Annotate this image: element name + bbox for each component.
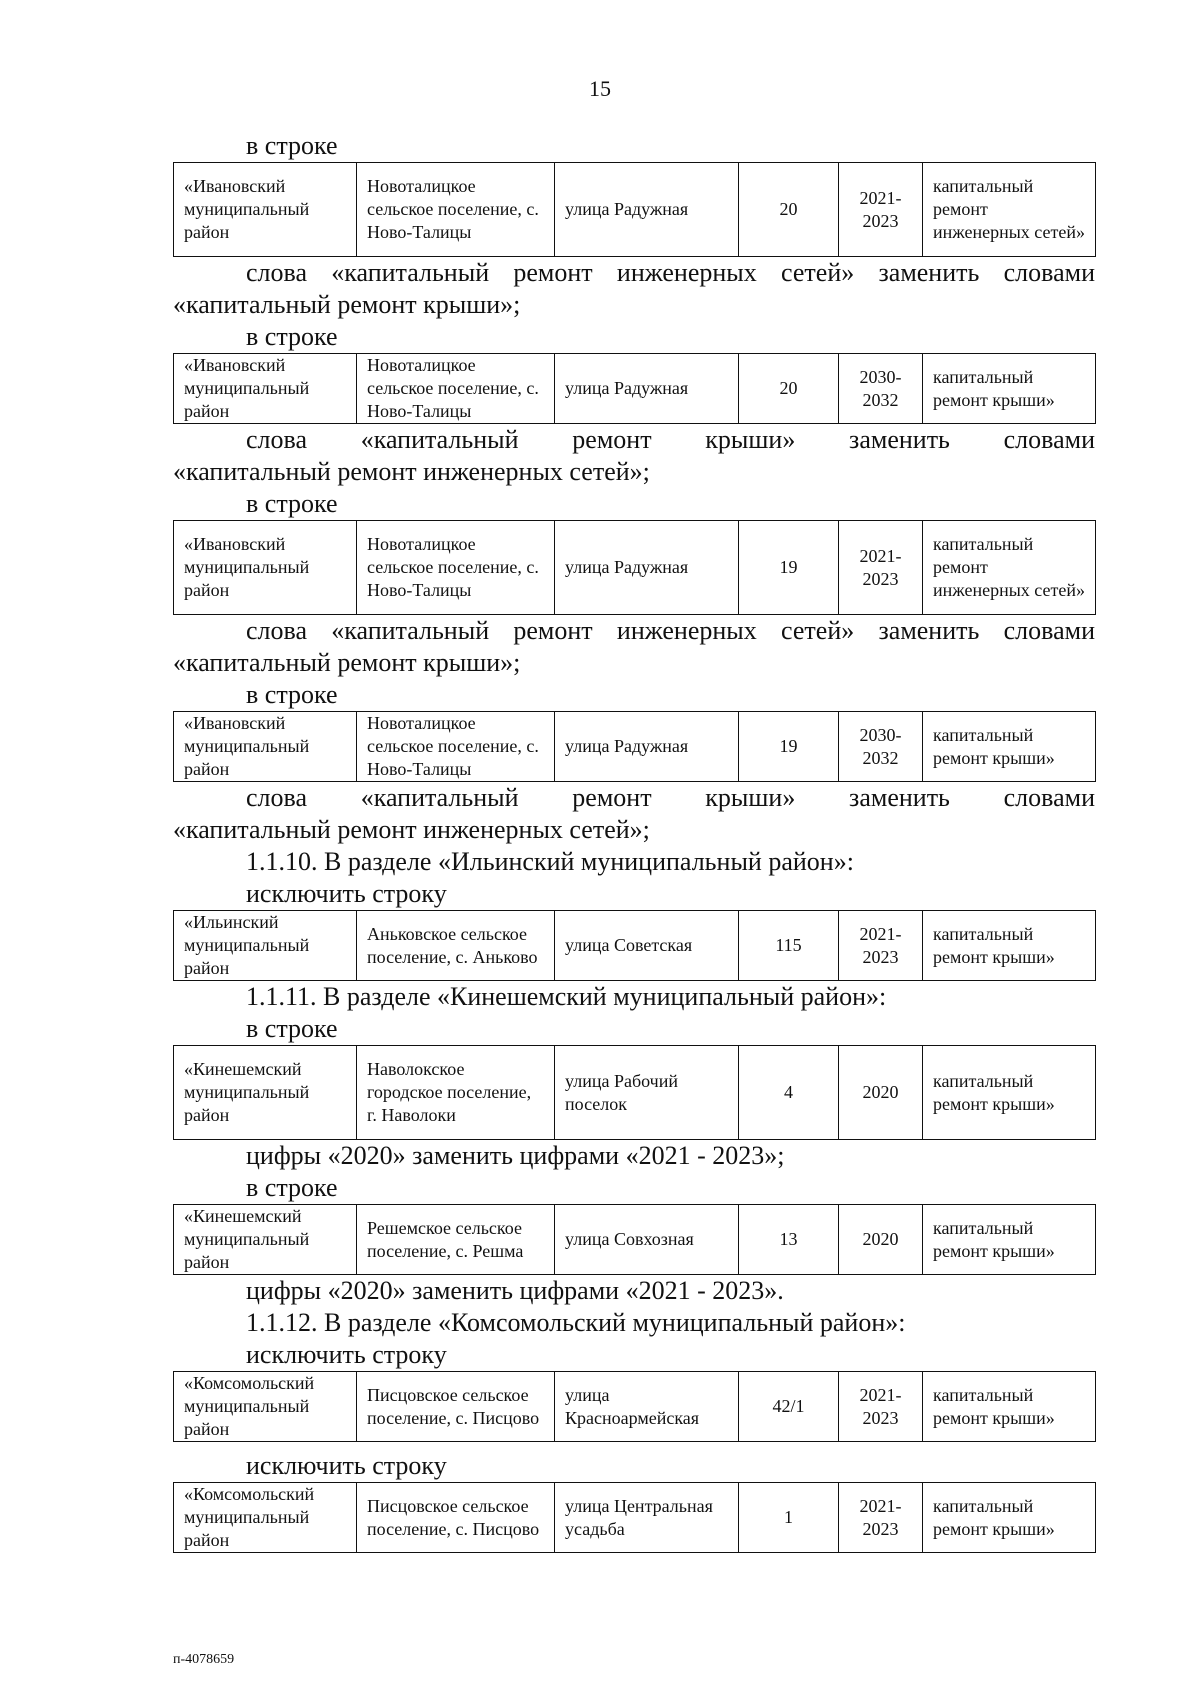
paragraph-line: в строке [246,1014,338,1043]
footer-code: п-4078659 [173,1652,235,1667]
paragraph-line: в строке [246,131,338,160]
cell-street: улица Радужная [555,521,739,615]
page-number: 15 [589,76,611,101]
cell-settlement: Новоталицкое сельское поселение, с. Ново-Талицы [357,163,555,257]
document-body [173,130,1095,1553]
paragraph-line: в строке [246,1173,338,1202]
cell-house: 4 [739,1046,839,1140]
paragraph-line: слова «капитальный ремонт крыши» заменить словами [246,425,1095,454]
cell-district: «Комсомольский муниципальный район [174,1372,357,1442]
amendment-table-row [173,1045,1096,1140]
cell-work-type: капитальный ремонт инженерных сетей» [923,521,1096,615]
cell-period: 2021-2023 [839,163,923,257]
cell-street: улица Красноармейская [555,1372,739,1442]
paragraph-line: исключить строку [246,1451,447,1480]
cell-period: 2020 [839,1046,923,1140]
cell-work-type: капитальный ремонт крыши» [923,354,1096,424]
cell-settlement: Писцовское сельское поселение, с. Писцово [357,1372,555,1442]
cell-settlement: Наволокское городское поселение, г. Наволоки [357,1046,555,1140]
cell-district: «Кинешемский муниципальный район [174,1205,357,1275]
cell-district: «Кинешемский муниципальный район [174,1046,357,1140]
cell-house: 19 [739,521,839,615]
amendment-table-row [173,711,1096,782]
paragraph-line: цифры «2020» заменить цифрами «2021 - 2023»; [246,1141,785,1170]
cell-house: 1 [739,1483,839,1553]
cell-work-type: капитальный ремонт крыши» [923,712,1096,782]
cell-settlement: Новоталицкое сельское поселение, с. Ново-Талицы [357,521,555,615]
cell-house: 115 [739,911,839,981]
cell-settlement: Писцовское сельское поселение, с. Писцово [357,1483,555,1553]
paragraph-line: слова «капитальный ремонт инженерных сетей» заменить словами [246,616,1095,645]
paragraph-line: в строке [246,680,338,709]
cell-district: «Ивановский муниципальный район [174,354,357,424]
cell-street: улица Рабочий поселок [555,1046,739,1140]
cell-period: 2030-2032 [839,354,923,424]
cell-street: улица Советская [555,911,739,981]
paragraph-line: «капитальный ремонт крыши»; [173,648,521,677]
cell-settlement: Новоталицкое сельское поселение, с. Ново-Талицы [357,354,555,424]
paragraph-line: «капитальный ремонт инженерных сетей»; [173,815,650,844]
cell-work-type: капитальный ремонт инженерных сетей» [923,163,1096,257]
cell-settlement: Новоталицкое сельское поселение, с. Ново-Талицы [357,712,555,782]
paragraph-line: исключить строку [246,879,447,908]
cell-house: 20 [739,354,839,424]
cell-period: 2020 [839,1205,923,1275]
amendment-table-row [173,1482,1096,1553]
paragraph-line: в строке [246,489,338,518]
cell-work-type: капитальный ремонт крыши» [923,1483,1096,1553]
cell-period: 2030-2032 [839,712,923,782]
paragraph-line: «капитальный ремонт крыши»; [173,290,521,319]
paragraph-line: 1.1.10. В разделе «Ильинский муниципальный район»: [246,847,854,876]
cell-house: 13 [739,1205,839,1275]
cell-district: «Комсомольский муниципальный район [174,1483,357,1553]
cell-period: 2021-2023 [839,1483,923,1553]
cell-work-type: капитальный ремонт крыши» [923,1205,1096,1275]
paragraph-line: «капитальный ремонт инженерных сетей»; [173,457,650,486]
cell-street: улица Радужная [555,163,739,257]
paragraph-line: слова «капитальный ремонт крыши» заменить словами [246,783,1095,812]
cell-street: улица Совхозная [555,1205,739,1275]
paragraph-line: 1.1.12. В разделе «Комсомольский муниципальный район»: [246,1308,906,1337]
cell-street: улица Радужная [555,712,739,782]
paragraph-line: цифры «2020» заменить цифрами «2021 - 2023». [246,1276,784,1305]
cell-period: 2021-2023 [839,521,923,615]
amendment-table-row [173,1204,1096,1275]
cell-period: 2021-2023 [839,911,923,981]
amendment-table-row [173,910,1096,981]
cell-settlement: Аньковское сельское поселение, с. Аньково [357,911,555,981]
amendment-table-row [173,1371,1096,1442]
cell-district: «Ильинский муниципальный район [174,911,357,981]
cell-street: улица Радужная [555,354,739,424]
cell-work-type: капитальный ремонт крыши» [923,911,1096,981]
amendment-table-row [173,162,1096,257]
cell-street: улица Центральная усадьба [555,1483,739,1553]
paragraph-line: исключить строку [246,1340,447,1369]
cell-district: «Ивановский муниципальный район [174,521,357,615]
amendment-table-row [173,520,1096,615]
cell-district: «Ивановский муниципальный район [174,712,357,782]
cell-work-type: капитальный ремонт крыши» [923,1372,1096,1442]
cell-work-type: капитальный ремонт крыши» [923,1046,1096,1140]
paragraph-line: в строке [246,322,338,351]
cell-house: 42/1 [739,1372,839,1442]
amendment-table-row [173,353,1096,424]
cell-house: 19 [739,712,839,782]
cell-settlement: Решемское сельское поселение, с. Решма [357,1205,555,1275]
paragraph-line: слова «капитальный ремонт инженерных сетей» заменить словами [246,258,1095,287]
cell-period: 2021-2023 [839,1372,923,1442]
cell-district: «Ивановский муниципальный район [174,163,357,257]
paragraph-line: 1.1.11. В разделе «Кинешемский муниципальный район»: [246,982,887,1011]
cell-house: 20 [739,163,839,257]
